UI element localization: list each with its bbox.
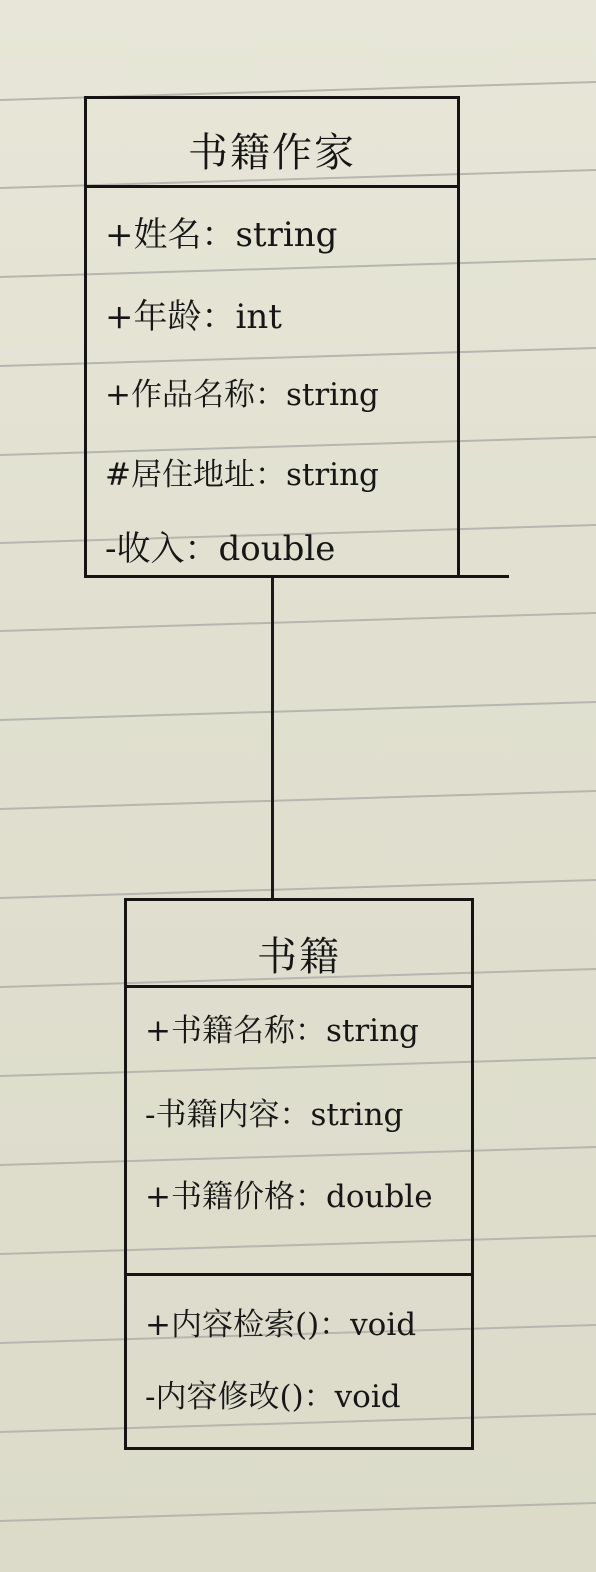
attribute-works: +作品名称：string <box>105 377 379 413</box>
ruled-line <box>0 791 596 809</box>
attribute-book-price: +书籍价格：double <box>145 1179 433 1215</box>
class-name-writer: 书籍作家 <box>188 130 356 176</box>
class-name-book: 书籍 <box>257 934 341 980</box>
attribute-name: +姓名：string <box>105 215 338 255</box>
ruled-line <box>0 702 596 720</box>
method-content-edit: -内容修改()：void <box>145 1379 401 1415</box>
attribute-book-name: +书籍名称：string <box>145 1013 419 1049</box>
ruled-line <box>0 1503 596 1521</box>
methods-divider <box>124 1273 474 1276</box>
bottom-extension <box>84 575 509 578</box>
class-box-book <box>124 898 474 1450</box>
title-divider <box>124 985 474 988</box>
attribute-book-content: -书籍内容：string <box>145 1097 404 1133</box>
title-divider <box>84 185 460 188</box>
attribute-income: -收入：double <box>105 529 336 569</box>
method-content-search: +内容检索()：void <box>145 1307 417 1343</box>
association-line <box>271 578 274 900</box>
class-box-writer <box>84 96 460 578</box>
attribute-age: +年龄：int <box>105 297 282 337</box>
attribute-address: #居住地址：string <box>105 457 379 493</box>
ruled-line <box>0 613 596 631</box>
ruled-line <box>0 880 596 898</box>
